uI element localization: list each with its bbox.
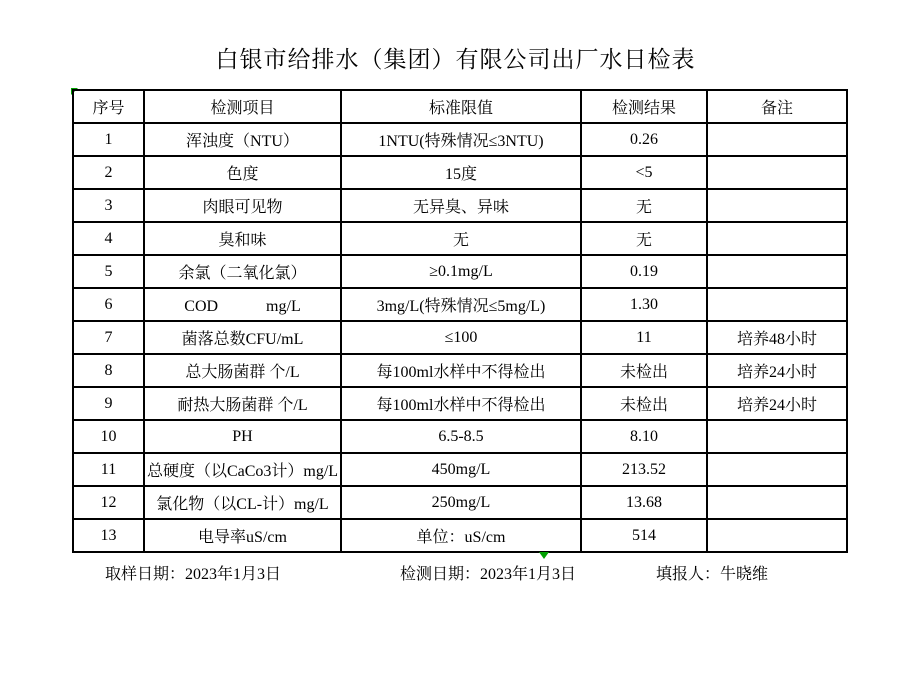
- limit-cell: 每100ml水样中不得检出: [341, 387, 581, 420]
- reporter-note: 填报人：牛晓维: [656, 566, 769, 583]
- remark-cell: [707, 453, 847, 486]
- remark-cell: [707, 420, 847, 453]
- result-cell: 13.68: [581, 486, 707, 519]
- limit-cell: 15度: [341, 156, 581, 189]
- table-row: [73, 519, 847, 552]
- header-result: 检测结果: [581, 90, 707, 123]
- result-cell: 514: [581, 519, 707, 552]
- seq-cell: 3: [73, 189, 144, 222]
- seq-cell: 7: [73, 321, 144, 354]
- result-cell: 未检出: [581, 387, 707, 420]
- test-date-note: 检测日期：2023年1月3日: [400, 566, 577, 583]
- limit-cell: 单位：uS/cm: [341, 519, 581, 552]
- limit-cell: 无: [341, 222, 581, 255]
- table-row: [73, 453, 847, 486]
- limit-cell: ≥0.1mg/L: [341, 255, 581, 288]
- header-row: [73, 90, 847, 123]
- page-title: 白银市给排水（集团）有限公司出厂水日检表: [215, 47, 696, 72]
- seq-cell: 10: [73, 420, 144, 453]
- seq-cell: 11: [73, 453, 144, 486]
- header-seq: 序号: [73, 90, 144, 123]
- seq-cell: 8: [73, 354, 144, 387]
- result-cell: 11: [581, 321, 707, 354]
- sample-date-note: 取样日期：2023年1月3日: [105, 566, 282, 583]
- remark-cell: [707, 189, 847, 222]
- item-cell: COD mg/L: [144, 288, 341, 321]
- item-cell: 总硬度（以CaCo3计）mg/L: [144, 453, 341, 486]
- header-limit: 标准限值: [341, 90, 581, 123]
- remark-cell: 培养48小时: [707, 321, 847, 354]
- item-cell: 浑浊度（NTU）: [144, 123, 341, 156]
- limit-cell: 每100ml水样中不得检出: [341, 354, 581, 387]
- item-cell: 肉眼可见物: [144, 189, 341, 222]
- result-cell: 0.19: [581, 255, 707, 288]
- seq-cell: 6: [73, 288, 144, 321]
- table-row: [73, 156, 847, 189]
- remark-cell: 培养24小时: [707, 387, 847, 420]
- table-row: [73, 420, 847, 453]
- table-row: [73, 123, 847, 156]
- remark-cell: [707, 222, 847, 255]
- result-cell: 0.26: [581, 123, 707, 156]
- limit-cell: 6.5-8.5: [341, 420, 581, 453]
- seq-cell: 2: [73, 156, 144, 189]
- table-row: [73, 387, 847, 420]
- result-cell: 213.52: [581, 453, 707, 486]
- result-cell: 无: [581, 189, 707, 222]
- item-cell: 菌落总数CFU/mL: [144, 321, 341, 354]
- item-cell: 电导率uS/cm: [144, 519, 341, 552]
- table-row: [73, 255, 847, 288]
- seq-cell: 1: [73, 123, 144, 156]
- limit-cell: 450mg/L: [341, 453, 581, 486]
- item-cell: 耐热大肠菌群 个/L: [144, 387, 341, 420]
- remark-cell: [707, 486, 847, 519]
- result-cell: 未检出: [581, 354, 707, 387]
- item-cell: 总大肠菌群 个/L: [144, 354, 341, 387]
- limit-cell: 250mg/L: [341, 486, 581, 519]
- header-item: 检测项目: [144, 90, 341, 123]
- remark-cell: [707, 255, 847, 288]
- remark-cell: [707, 123, 847, 156]
- table-row: [73, 288, 847, 321]
- result-cell: 1.30: [581, 288, 707, 321]
- daily-check-table: [72, 89, 848, 553]
- seq-cell: 13: [73, 519, 144, 552]
- result-cell: 8.10: [581, 420, 707, 453]
- seq-cell: 4: [73, 222, 144, 255]
- remark-cell: [707, 519, 847, 552]
- limit-cell: 3mg/L(特殊情况≤5mg/L): [341, 288, 581, 321]
- bottom-edge-marker-icon: [539, 552, 549, 559]
- result-cell: 无: [581, 222, 707, 255]
- seq-cell: 12: [73, 486, 144, 519]
- seq-cell: 5: [73, 255, 144, 288]
- remark-cell: [707, 288, 847, 321]
- item-cell: PH: [144, 420, 341, 453]
- remark-cell: [707, 156, 847, 189]
- seq-cell: 9: [73, 387, 144, 420]
- table-row: [73, 486, 847, 519]
- remark-cell: 培养24小时: [707, 354, 847, 387]
- item-cell: 氯化物（以CL-计）mg/L: [144, 486, 341, 519]
- table-row: [73, 321, 847, 354]
- item-cell: 余氯（二氧化氯）: [144, 255, 341, 288]
- header-remark: 备注: [707, 90, 847, 123]
- limit-cell: 无异臭、异味: [341, 189, 581, 222]
- result-cell: <5: [581, 156, 707, 189]
- table-row: [73, 222, 847, 255]
- item-cell: 臭和味: [144, 222, 341, 255]
- limit-cell: 1NTU(特殊情况≤3NTU): [341, 123, 581, 156]
- table-row: [73, 354, 847, 387]
- limit-cell: ≤100: [341, 321, 581, 354]
- table-row: [73, 189, 847, 222]
- item-cell: 色度: [144, 156, 341, 189]
